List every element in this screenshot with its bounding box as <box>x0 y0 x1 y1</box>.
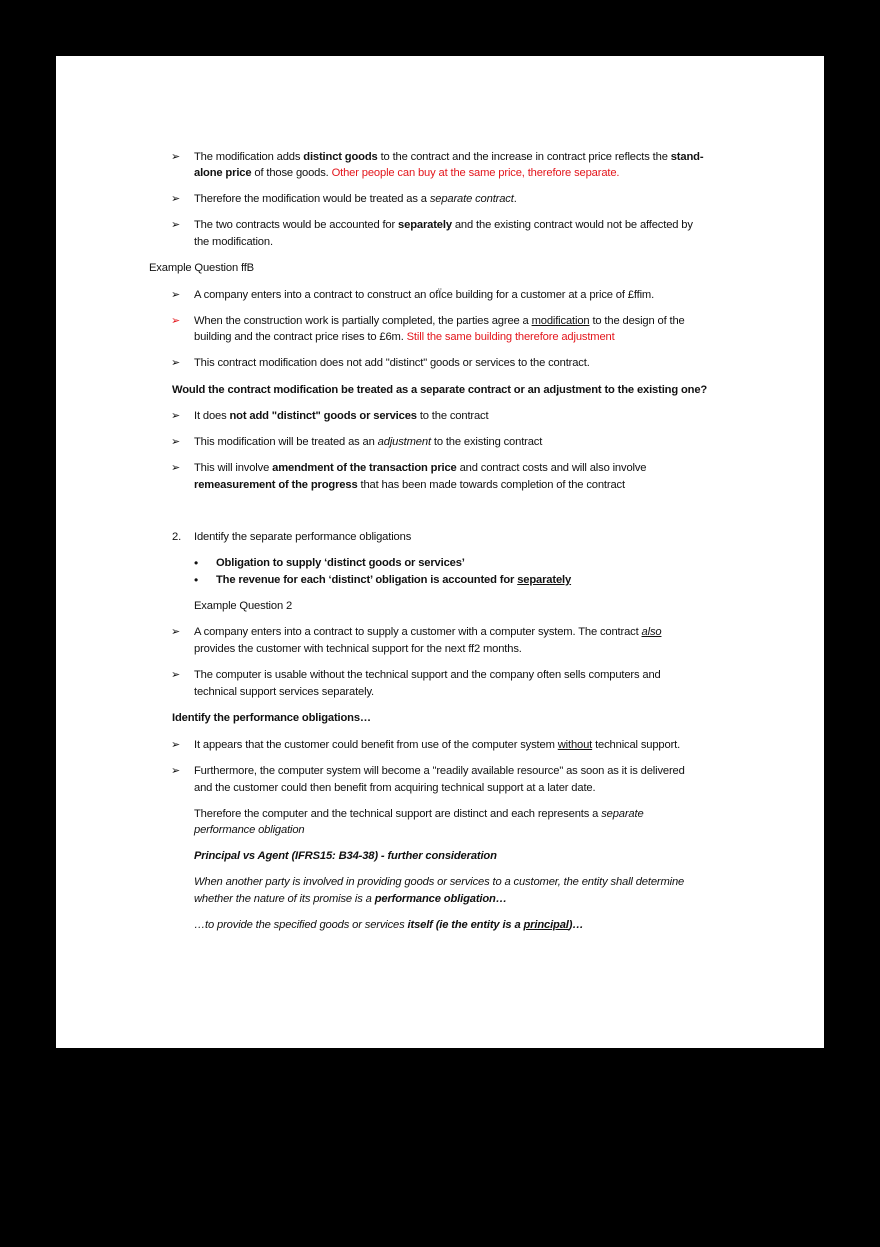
text-line <box>194 477 625 494</box>
italic-text: separate contract <box>429 193 514 205</box>
italic-underlined-text: also <box>641 626 662 638</box>
text-line: Furthermore, the computer system will become a "readily available resource" as soon as it is delivered <box>194 765 685 777</box>
text-line <box>194 806 644 823</box>
arrow-bullet-icon: ➢ <box>171 462 181 474</box>
arrow-bullet-icon: ➢ <box>171 739 181 751</box>
text: to the contract and the increase in contract price reflects the <box>377 151 671 163</box>
text: . <box>513 193 517 205</box>
bold-text: The revenue for each ‘distinct’ obligation is accounted for <box>216 574 518 586</box>
bold-text: stand- <box>670 151 704 163</box>
text: Therefore the computer and the technical support are distinct and each represents a <box>194 808 602 820</box>
text: and the existing contract would not be affected by <box>451 219 693 231</box>
text-line <box>194 329 615 346</box>
text-line: The computer is usable without the technical support and the company often sells computers and <box>194 669 661 681</box>
underlined-text: separately <box>517 574 572 586</box>
bold-text: separately <box>398 219 452 231</box>
text: This will involve <box>194 462 273 474</box>
arrow-bullet-icon: ➢ <box>171 289 181 301</box>
dot-bullet-icon: • <box>194 556 199 570</box>
arrow-bullet-icon: ➢ <box>171 357 181 369</box>
section-heading: Principal vs Agent (IFRS15: B34-38) - further consideration <box>194 850 497 862</box>
text: to the design of the <box>589 315 685 327</box>
red-annotation: Still the same building therefore adjustment <box>406 331 615 343</box>
text: It appears that the customer could benefit from use of the computer system <box>194 739 558 751</box>
text-line <box>194 191 517 208</box>
italic-text: separate <box>601 808 644 820</box>
text: to the contract <box>416 410 489 422</box>
dot-bullet-icon: • <box>194 573 199 587</box>
text-line <box>194 737 680 754</box>
italic-text: …to provide the specified goods or services <box>194 919 408 931</box>
step-number: 2. <box>172 531 182 543</box>
text-line: and the customer could then benefit from acquiring technical support at a later date. <box>194 782 596 794</box>
text: When the construction work is partially completed, the parties agree a <box>194 315 532 327</box>
bold-text: remeasurement of the progress <box>194 479 358 491</box>
text-line <box>194 460 646 477</box>
text: and contract costs and will also involve <box>456 462 647 474</box>
arrow-bullet-icon: ➢ <box>171 669 181 681</box>
text-line: A company enters into a contract to construct an ofÏce building for a customer at a price of £ffim. <box>194 289 655 301</box>
text: of those goods. <box>251 167 332 179</box>
bold-text: distinct goods <box>303 151 378 163</box>
example-heading: Example Question ffB <box>149 262 254 274</box>
arrow-bullet-icon: ➢ <box>171 626 181 638</box>
point-text <box>216 572 571 589</box>
text: that has been made towards completion of the contract <box>357 479 625 491</box>
text-line: provides the customer with technical support for the next ff2 months. <box>194 643 522 655</box>
bold-italic-text: )… <box>568 919 584 931</box>
arrow-bullet-icon: ➢ <box>171 193 181 205</box>
italic-text: whether the nature of its promise is a <box>194 893 375 905</box>
text: The modification adds <box>194 151 304 163</box>
subheading: Identify the performance obligations… <box>172 712 371 724</box>
step-title: Identify the separate performance obligations <box>194 531 412 543</box>
arrow-bullet-icon: ➢ <box>171 765 181 777</box>
text-line <box>194 917 583 934</box>
text: The two contracts would be accounted for <box>194 219 399 231</box>
text-line: When another party is involved in providing goods or services to a customer, the entity shall determine <box>194 876 685 888</box>
text: to the existing contract <box>430 436 543 448</box>
bold-italic-text: itself (ie the entity is a <box>407 919 524 931</box>
text-line: the modification. <box>194 236 273 248</box>
arrow-bullet-icon: ➢ <box>171 410 181 422</box>
bold-underlined-text: principal <box>523 919 569 931</box>
text: building and the contract price rises to £6m. <box>194 331 407 343</box>
question-heading: Would the contract modification be treated as a separate contract or an adjustment to the existing one? <box>172 384 708 396</box>
text: technical support. <box>592 739 681 751</box>
text-line: technical support services separately. <box>194 686 375 698</box>
document-page <box>56 56 824 1048</box>
text: A company enters into a contract to supply a customer with a computer system. The contract <box>194 626 642 638</box>
text: This modification will be treated as an <box>194 436 378 448</box>
text-line <box>194 165 619 182</box>
red-arrow-bullet-icon: ➢ <box>171 315 181 327</box>
bold-italic-text: performance obligation… <box>374 893 507 905</box>
arrow-bullet-icon: ➢ <box>171 151 181 163</box>
italic-text: adjustment <box>377 436 431 448</box>
text-line <box>194 313 685 330</box>
text-line <box>194 624 661 641</box>
arrow-bullet-icon: ➢ <box>171 219 181 231</box>
arrow-bullet-icon: ➢ <box>171 436 181 448</box>
text-line <box>194 434 542 451</box>
text-line <box>194 891 507 908</box>
underlined-text: without <box>557 739 593 751</box>
example-heading: Example Question 2 <box>194 600 293 612</box>
bold-text: amendment of the transaction price <box>272 462 457 474</box>
red-annotation: Other people can buy at the same price, therefore separate. <box>331 167 620 179</box>
text-line: This contract modification does not add "distinct" goods or services to the contract. <box>194 357 590 369</box>
text-line <box>194 217 693 234</box>
bold-text: alone price <box>194 167 252 179</box>
bold-text: not add "distinct" goods or services <box>229 410 417 422</box>
text-line <box>194 149 703 166</box>
text-line <box>194 408 488 425</box>
underlined-text: modification <box>531 315 590 327</box>
text: Therefore the modification would be treated as a <box>194 193 430 205</box>
italic-text: performance obligation <box>194 824 305 836</box>
text: It does <box>194 410 230 422</box>
point-text: Obligation to supply ‘distinct goods or services’ <box>216 557 465 569</box>
